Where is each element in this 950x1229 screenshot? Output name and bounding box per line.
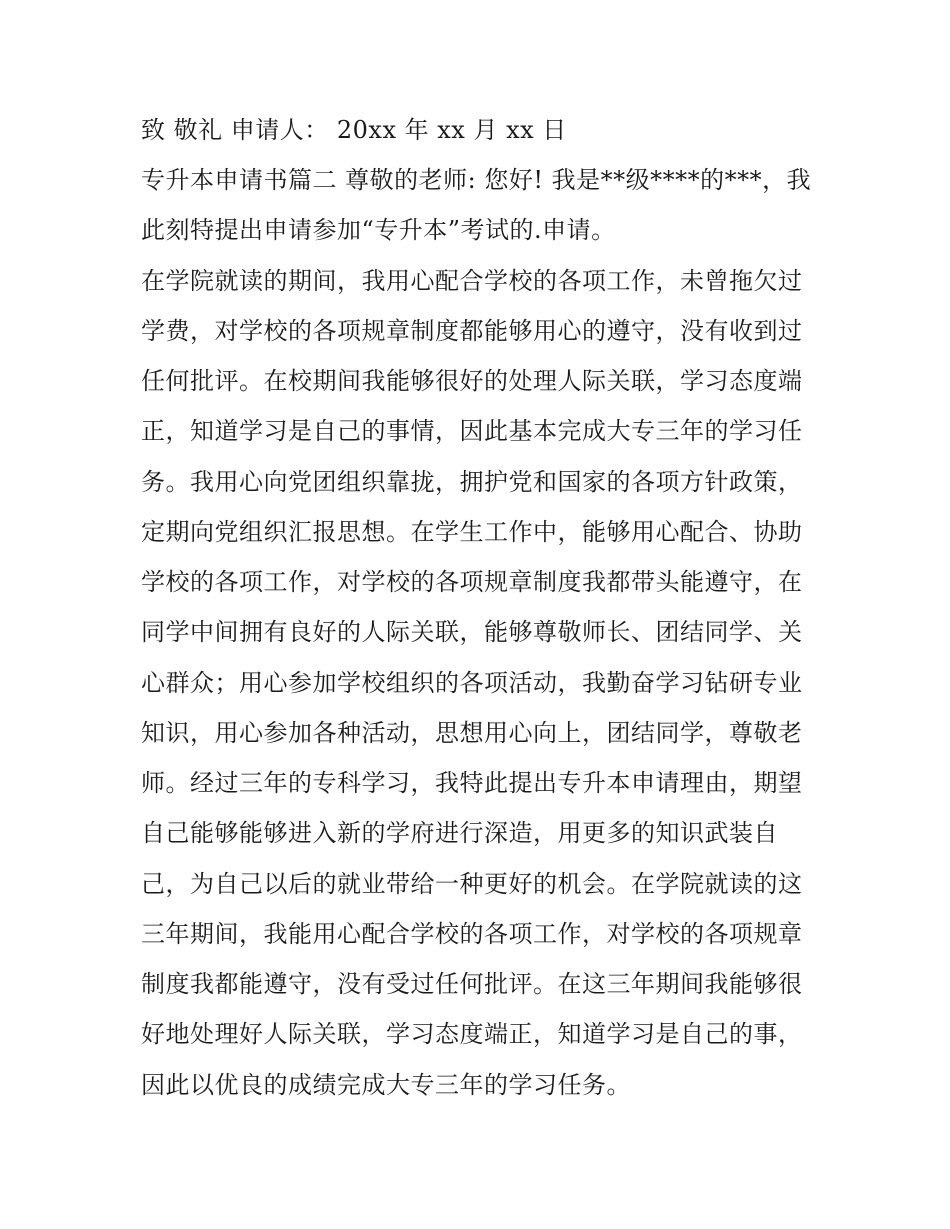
text-line: 己，为自己以后的就业带给一种更好的机会。在学院就读的这 xyxy=(141,870,803,898)
text-line: 心群众；用心参加学校组织的各项活动，我勤奋学习钻研专业 xyxy=(141,669,803,697)
text-line: 师。经过三年的专科学习，我特此提出专升本申请理由，期望 xyxy=(141,769,803,797)
text-line: 务。我用心向党团组织靠拢，拥护党和国家的各项方针政策， xyxy=(141,468,803,496)
closing-line: 致 敬礼 申请人： 20xx 年 xx 月 xx 日 xyxy=(141,116,567,144)
text-line: 三年期间，我能用心配合学校的各项工作，对学校的各项规章 xyxy=(141,920,803,948)
text-line: 在学院就读的期间，我用心配合学校的各项工作，未曾拖欠过 xyxy=(141,267,803,295)
text-line: 学费，对学校的各项规章制度都能够用心的遵守，没有收到过 xyxy=(141,317,803,345)
text-line: 知识，用心参加各种活动，思想用心向上，团结同学，尊敬老 xyxy=(141,719,803,747)
text-line: 好地处理好人际关联，学习态度端正，知道学习是自己的事， xyxy=(141,1020,803,1048)
text-line: 正，知道学习是自己的事情，因此基本完成大专三年的学习任 xyxy=(141,417,803,445)
text-line: 制度我都能遵守，没有受过任何批评。在这三年期间我能够很 xyxy=(141,970,803,998)
text-line: 学校的各项工作，对学校的各项规章制度我都带头能遵守，在 xyxy=(141,568,803,596)
text-line: 专升本申请书篇二 尊敬的老师: 您好! 我是**级****的***，我 xyxy=(141,166,812,194)
text-line: 任何批评。在校期间我能够很好的处理人际关联，学习态度端 xyxy=(141,367,803,395)
text-line: 同学中间拥有良好的人际关联，能够尊敬师长、团结同学、关 xyxy=(141,618,803,646)
text-line: 此刻特提出申请参加“专升本”考试的.申请。 xyxy=(141,216,616,244)
text-line: 定期向党组织汇报思想。在学生工作中，能够用心配合、协助 xyxy=(141,518,803,546)
text-line: 因此以优良的成绩完成大专三年的学习任务。 xyxy=(141,1071,631,1099)
text-line: 自己能够能够进入新的学府进行深造，用更多的知识武装自 xyxy=(141,819,778,847)
